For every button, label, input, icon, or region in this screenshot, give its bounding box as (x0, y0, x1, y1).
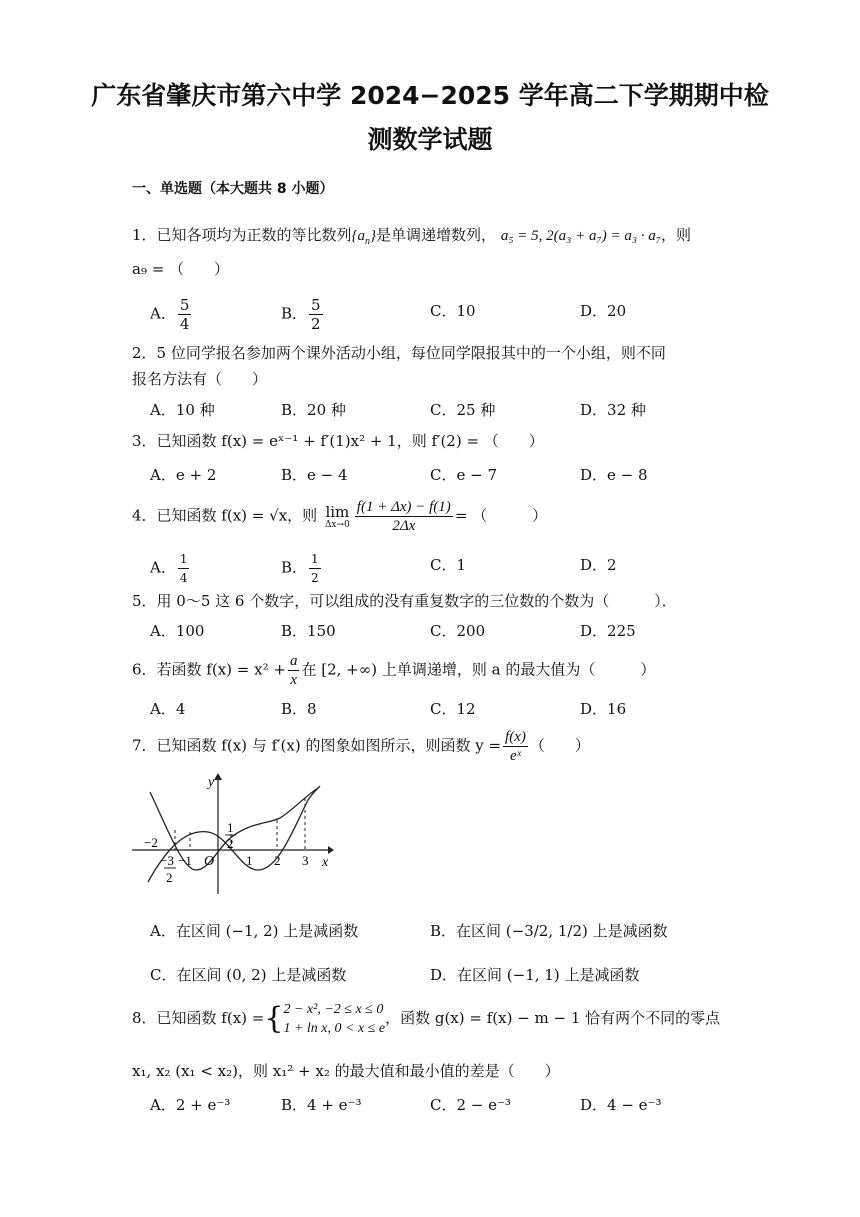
q4-option-a (150, 550, 191, 587)
q1-a-num: 5 (179, 296, 190, 314)
q4-den: 2Δx (392, 518, 416, 534)
q6-text-a: 6．若函数 f(x) = x² + (132, 660, 286, 679)
q1-sequence: $\{a_n\}$ (351, 228, 377, 247)
q2-option-b: B．20 种 (281, 401, 346, 419)
q1-text-a: 1．已知各项均为正数的等比数列 (132, 226, 352, 244)
q6-option-b: B．8 (281, 700, 317, 718)
q7-option-c: C．在区间 (0, 2) 上是减函数 (150, 966, 347, 984)
question-2-stem: 2．5 位同学报名参加两个课外活动小组，每位同学限报其中的一个小组，则不同 (132, 344, 666, 362)
q3-option-b: B．e − 4 (281, 466, 348, 484)
q7-fraction (503, 728, 528, 765)
label-one: 1 (246, 853, 253, 868)
q4-option-b (281, 550, 323, 587)
q4-option-a-label: A． (150, 558, 176, 577)
question-3-stem: 3．已知函数 f(x) = eˣ⁻¹ + f′(1)x² + 1，则 f′(2) = （ ） (132, 432, 544, 450)
label-half-den: 2 (227, 836, 234, 851)
q4-option-a-frac (178, 550, 190, 587)
question-2-stem-line2: 报名方法有（ ） (132, 370, 268, 388)
x-axis-arrow (328, 846, 334, 854)
q4-lim-word: lim (325, 502, 350, 521)
q5-option-a: A．100 (150, 622, 205, 640)
q4-b-num: 1 (309, 550, 321, 569)
q4-fraction (355, 498, 453, 535)
q6-den: x (290, 672, 298, 688)
q1-option-a-label: A． (150, 304, 176, 323)
q8-brace: { (264, 1001, 284, 1036)
q8-cases (283, 1000, 385, 1038)
question-8-stem (132, 1000, 720, 1038)
label-half-num: 1 (227, 820, 234, 835)
q3-option-a: A．e + 2 (150, 466, 217, 484)
q3-option-c: C．e − 7 (430, 466, 498, 484)
label-neg-three: −3 (160, 853, 174, 868)
q2-option-a: A．10 种 (150, 401, 215, 419)
question-4-stem (132, 498, 547, 535)
label-x: x (322, 855, 329, 870)
q1-b-den: 2 (311, 315, 321, 333)
label-origin: O (204, 854, 215, 869)
q6-option-d: D．16 (580, 700, 627, 718)
label-neg-two: −2 (144, 835, 158, 850)
q8-option-b: B．4 + e⁻³ (281, 1096, 362, 1114)
q7-option-d: D．在区间 (−1, 1) 上是减函数 (430, 966, 640, 984)
q8-option-d: D．4 − e⁻³ (580, 1096, 662, 1114)
q1-option-b-label: B． (281, 304, 308, 323)
q8-case-1: 2 − x², −2 ≤ x ≤ 0 (283, 1002, 384, 1017)
q8-case-2: 1 + ln x, 0 < x ≤ e (283, 1021, 386, 1036)
question-7-stem (132, 728, 590, 765)
q1-option-b-frac (309, 296, 323, 333)
q1-b-num: 5 (311, 296, 321, 314)
q1-option-a (150, 296, 193, 333)
q7-text-b: （ ） (529, 736, 590, 755)
q1-text-b: 是单调递增数列， (376, 226, 497, 244)
label-neg-three-den: 2 (166, 870, 173, 885)
question-6-stem (132, 652, 655, 689)
q1-option-b (281, 296, 325, 333)
q8-option-c: C．2 − e⁻³ (430, 1096, 511, 1114)
exam-title-line2: 测数学试题 (367, 125, 493, 154)
q1-option-a-frac (178, 296, 192, 333)
question-1-stem-line2: a₉ = （ ） (132, 260, 230, 278)
question-8-stem-line2: x₁, x₂ (x₁ < x₂)，则 x₁² + x₂ 的最大值和最小值的差是（ ） (132, 1062, 560, 1080)
q4-lim-sub: Δx→0 (324, 519, 350, 530)
q4-limit (325, 504, 350, 530)
q1-option-d: D．20 (580, 302, 627, 320)
q6-fraction (288, 652, 300, 689)
q7-den: eˣ (510, 748, 521, 764)
q7-option-b: B．在区间 (−3/2, 1/2) 上是减函数 (430, 922, 668, 940)
q4-a-den: 4 (179, 571, 188, 585)
q4-a-num: 1 (178, 550, 190, 569)
q8-text-a: 8．已知函数 f(x) = (132, 1009, 265, 1027)
q4-option-d: D．2 (580, 556, 617, 574)
q6-option-c: C．12 (430, 700, 476, 718)
q6-num: a (289, 653, 298, 669)
q1-a-den: 4 (179, 315, 190, 333)
q6-text-b: 在 [2, +∞) 上单调递增，则 a 的最大值为（ ） (301, 660, 656, 679)
q5-option-d: D．225 (580, 622, 636, 640)
q2-option-d: D．32 种 (580, 401, 646, 419)
q1-option-c: C．10 (430, 302, 476, 320)
y-axis-arrow (214, 773, 222, 780)
q5-option-b: B．150 (281, 622, 336, 640)
q4-b-den: 2 (311, 571, 319, 585)
q7-option-a: A．在区间 (−1, 2) 上是减函数 (150, 922, 359, 940)
label-two: 2 (274, 853, 281, 868)
label-y: y (208, 775, 215, 790)
q1-condition: a₅ = 5, 2(a₃ + a₇) = a₃ · a₇ (500, 228, 662, 244)
q4-text-b: = （ ） (454, 506, 548, 525)
question-5-stem: 5．用 0～5 这 6 个数字，可以组成的没有重复数字的三位数的个数为（ ）． (132, 592, 677, 610)
q8-text-b: ，函数 g(x) = f(x) − m − 1 恰有两个不同的零点 (385, 1009, 721, 1027)
q6-option-a: A．4 (150, 700, 186, 718)
q1-text-d: ，则 (661, 226, 692, 244)
label-neg-one: −1 (178, 853, 192, 868)
q5-option-c: C．200 (430, 622, 486, 640)
q4-num: f(1 + Δx) − f(1) (356, 499, 451, 515)
q7-num: f(x) (505, 729, 526, 745)
question-1-stem (132, 224, 691, 247)
q4-option-c: C．1 (430, 556, 467, 574)
section-heading: 一、单选题（本大题共 8 小题） (132, 181, 334, 197)
q2-option-c: C．25 种 (430, 401, 496, 419)
q4-option-b-label: B． (281, 558, 308, 577)
curve-f (150, 788, 318, 870)
q3-option-d: D．e − 8 (580, 466, 648, 484)
q7-text-a: 7．已知函数 f(x) 与 f′(x) 的图象如图所示，则函数 y = (132, 736, 502, 755)
exam-title-line1: 广东省肇庆市第六中学 2024−2025 学年高二下学期期中检 (91, 81, 769, 110)
q4-text-a: 4．已知函数 f(x) = √x，则 (132, 506, 318, 525)
q8-option-a: A．2 + e⁻³ (150, 1096, 231, 1114)
q7-function-graph (128, 770, 338, 900)
q4-option-b-frac (309, 550, 321, 587)
label-three: 3 (302, 853, 309, 868)
